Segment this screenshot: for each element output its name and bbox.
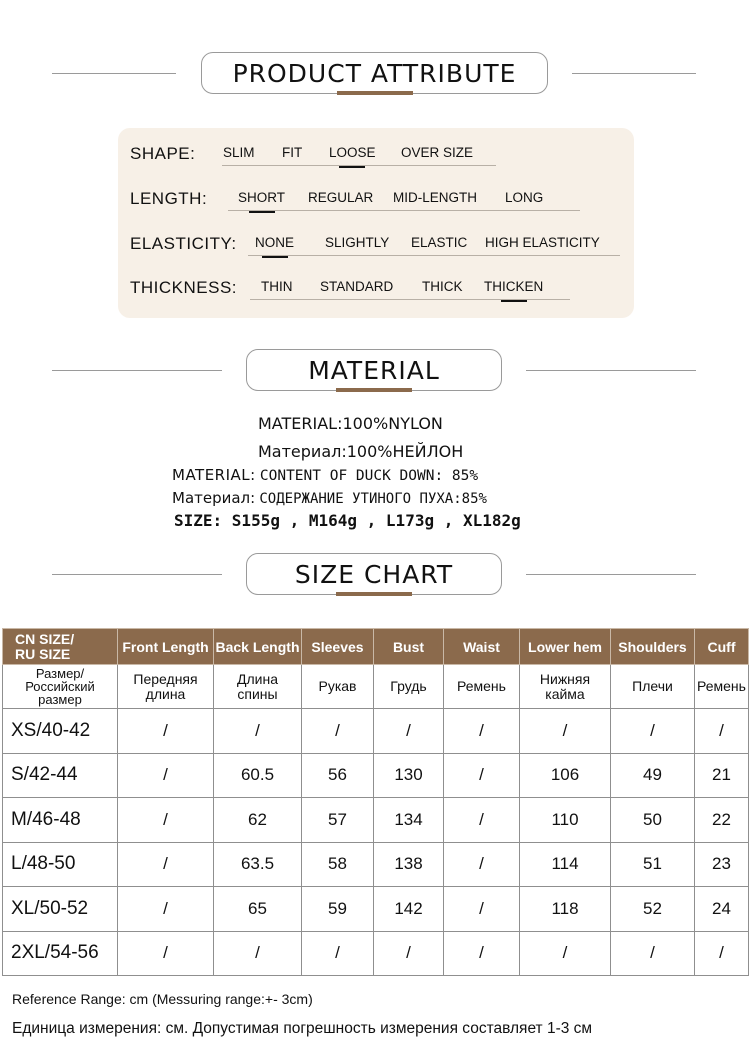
ru-header-cell [520,665,611,709]
attr-option: STANDARD [320,279,394,294]
ru-header-line: Российский [25,679,95,694]
measurement-cell: / [118,887,214,932]
measurement-cell: 138 [374,842,444,887]
header-cell: Bust [374,629,444,665]
attr-option-selected: LOOSE [329,145,376,160]
section-title-text: SIZE CHART [294,559,454,589]
header-cell: Front Length [118,629,214,665]
material-label: MATERIAL: [172,466,256,484]
measurement-cell: / [611,709,695,754]
header-cell: Cuff [695,629,749,665]
title-accent-bar [336,592,412,596]
size-cell: L/48-50 [3,842,118,887]
ru-header-cell [302,665,374,709]
material-value: 100%NYLON [342,414,443,433]
measurement-cell: 21 [695,753,749,798]
table-header-row [3,629,749,665]
measurement-cell: / [444,842,520,887]
attr-row-length [130,181,630,211]
ru-header-line: Рукав [318,678,357,694]
attr-option: OVER SIZE [401,145,474,160]
size-cell: S/42-44 [3,753,118,798]
ru-header-line: Передняя [133,670,198,687]
attr-option: THIN [261,279,293,294]
measurement-cell: 49 [611,753,695,798]
attr-row-shape [130,136,630,166]
measurement-cell: / [374,931,444,976]
header-cell: Back Length [214,629,302,665]
ru-header-line: Размер/ [35,666,85,681]
measurement-cell: 58 [302,842,374,887]
measurement-cell: / [695,709,749,754]
measurement-cell: 110 [520,798,611,843]
measurement-cell: 62 [214,798,302,843]
table-row [3,931,749,976]
measurement-cell: 51 [611,842,695,887]
material-value: 100%НЕЙЛОН [346,442,464,461]
attr-row-elasticity [130,226,630,256]
attr-option: ELASTIC [411,235,468,250]
material-label: Материал: [172,489,256,507]
attr-option: THICK [422,279,463,294]
divider-line [526,574,696,575]
table-row [3,842,749,887]
section-title-text: PRODUCT ATTRIBUTE [232,58,517,88]
size-cell: 2XL/54-56 [3,931,118,976]
measurement-cell: / [520,709,611,754]
attribute-panel [118,128,634,318]
attr-label: THICKNESS: [130,278,238,297]
ru-header-line: Грудь [390,678,427,694]
measurement-cell: / [214,931,302,976]
attr-label: LENGTH: [130,189,208,208]
ru-header-line: размер [38,692,82,707]
measurement-cell: 106 [520,753,611,798]
material-value: CONTENT OF DUCK DOWN: 85% [259,468,479,484]
header-size-cell [3,629,118,665]
attr-option: LONG [505,190,544,205]
measurement-cell: / [374,709,444,754]
divider-line [52,574,222,575]
measurement-cell: / [118,709,214,754]
measurement-cell: / [302,931,374,976]
measurement-cell: 59 [302,887,374,932]
attr-option: FIT [282,145,303,160]
ru-header-line: Плечи [632,678,673,694]
material-line-4 [172,489,487,507]
ru-header-line: Длина [237,670,278,687]
measurement-cell: / [520,931,611,976]
ru-header-size-cell [3,665,118,709]
table-row [3,709,749,754]
header-size-cn: CN SIZE/ [15,630,75,647]
measurement-cell: / [444,887,520,932]
ru-header-cell [611,665,695,709]
measurement-cell: 24 [695,887,749,932]
measurement-cell: 57 [302,798,374,843]
header-cell: Shoulders [611,629,695,665]
measurement-cell: 50 [611,798,695,843]
measurement-cell: 56 [302,753,374,798]
measurement-cell: 134 [374,798,444,843]
table-row [3,753,749,798]
measurement-cell: / [214,709,302,754]
measurement-cell: 22 [695,798,749,843]
ru-header-line: спины [237,685,278,702]
size-chart-table [2,628,749,976]
measurement-cell: / [118,798,214,843]
ru-header-line: длина [145,685,186,702]
measurement-cell: / [444,798,520,843]
measurement-cell: / [444,709,520,754]
material-line-3 [172,466,478,484]
measurement-cell: 52 [611,887,695,932]
header-cell: Waist [444,629,520,665]
divider-line [572,73,696,74]
attr-label: SHAPE: [130,144,196,163]
size-cell: M/46-48 [3,798,118,843]
title-accent-bar [336,388,412,392]
ru-header-cell [695,665,749,709]
section-title-text: MATERIAL [308,355,440,385]
header-cell: Sleeves [302,629,374,665]
table-ru-header-row [3,665,749,709]
divider-line [526,370,696,371]
measurement-cell: 142 [374,887,444,932]
attr-option: SLIM [223,145,255,160]
ru-header-cell [374,665,444,709]
measurement-cell: 114 [520,842,611,887]
measurement-cell: 65 [214,887,302,932]
divider-line [52,370,222,371]
attr-option-selected: NONE [255,235,295,250]
reference-range-note: Reference Range: cm (Messuring range:+- 3cm) [12,991,313,1007]
measurement-cell: / [118,842,214,887]
header-size-ru: RU SIZE [15,645,71,662]
measurement-cell: 23 [695,842,749,887]
ru-header-line: Нижняя [539,670,591,687]
measurement-cell: 130 [374,753,444,798]
ru-header-line: Ремень [457,678,506,694]
attr-option: SLIGHTLY [325,235,390,250]
measurement-cell: / [302,709,374,754]
material-label: MATERIAL: [258,414,343,433]
table-row [3,887,749,932]
title-accent-bar [337,91,413,95]
section-title-size-chart [246,553,502,595]
attr-label: ELASTICITY: [130,234,237,253]
material-value: СОДЕРЖАНИЕ УТИНОГО ПУХА:85% [259,491,487,507]
ru-header-cell [118,665,214,709]
section-title-material [246,349,502,391]
measurement-cell: / [611,931,695,976]
attr-option: REGULAR [308,190,374,205]
size-cell: XL/50-52 [3,887,118,932]
section-title-product-attribute [201,52,548,94]
measurement-cell: / [695,931,749,976]
measurement-cell: 60.5 [214,753,302,798]
attr-option-selected: SHORT [238,190,286,205]
reference-range-note-ru: Единица измерения: см. Допустимая погрешность измерения составляет 1-3 см [12,1020,593,1037]
ru-header-cell [214,665,302,709]
attr-row-thickness [130,270,630,300]
measurement-cell: / [118,753,214,798]
measurement-cell: / [444,753,520,798]
header-cell: Lower hem [520,629,611,665]
measurement-cell: 118 [520,887,611,932]
attr-underline [228,210,580,211]
measurement-cell: 63.5 [214,842,302,887]
attr-underline [248,255,620,256]
table-row [3,798,749,843]
ru-header-line: кайма [545,685,585,702]
material-weights: SIZE: S155g , M164g , L173g , XL182g [174,511,521,530]
size-cell: XS/40-42 [3,709,118,754]
material-label: Материал: [258,442,347,461]
ru-header-line: Ремень [697,678,746,694]
ru-header-cell [444,665,520,709]
attr-option: MID-LENGTH [393,190,477,205]
measurement-cell: / [444,931,520,976]
attr-option: HIGH ELASTICITY [485,235,600,250]
material-line-1 [258,414,443,433]
material-line-2 [258,442,463,461]
divider-line [52,73,176,74]
measurement-cell: / [118,931,214,976]
attr-option-selected: THICKEN [484,279,544,294]
